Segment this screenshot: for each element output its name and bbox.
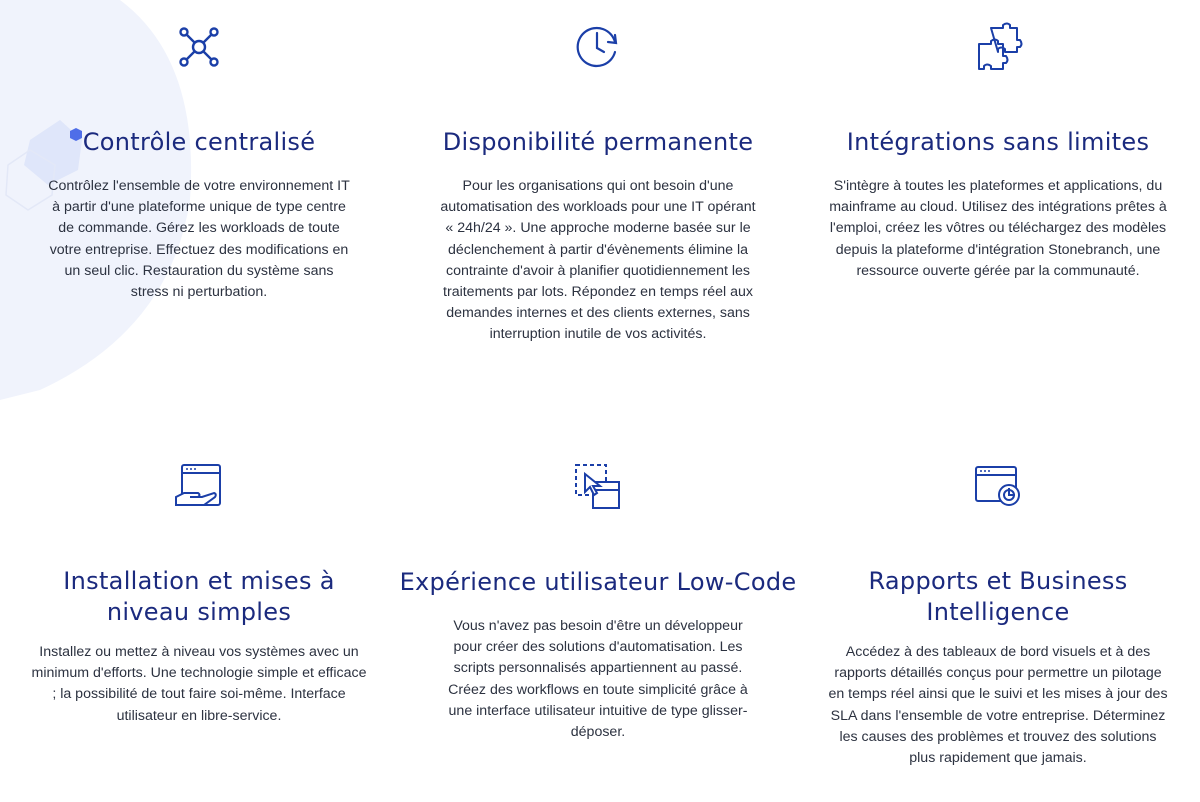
feature-title: Intégrations sans limites <box>846 128 1150 156</box>
feature-reports-bi <box>798 440 1198 802</box>
feature-permanent-availability <box>398 0 798 420</box>
feature-low-code-experience <box>398 440 798 802</box>
feature-centralized-control <box>0 0 398 420</box>
browser-chart-icon <box>972 460 1024 514</box>
feature-description: S'intègre à toutes les plateformes et applications, du mainframe au cloud. Utilisez des intégrations prêtes à l'emploi, créez les vôtres ou téléchargez des modèles depuis la plateforme d'intégration Stonebranch, une ressource ouverte gérée par la communauté. <box>829 178 1167 279</box>
puzzle-icon <box>972 20 1024 74</box>
feature-title: Contrôle centralisé <box>82 128 316 156</box>
feature-description: Accédez à des tableaux de bord visuels et à des rapports détaillés conçus pour permettre un pilotage en temps réel ainsi que le suivi et les mises à jour des SLA dans l'ensemble de votre entreprise. Déterminez les causes des problèmes et trouvez des solutions plus rapidement que jamais. <box>828 644 1168 767</box>
drag-drop-cursor-icon <box>572 460 624 514</box>
feature-description: Contrôlez l'ensemble de votre environnement IT à partir d'une plateforme unique de type centre de commande. Gérez les workloads de toute votre entreprise. Effectuez des modifications en un seul clic. Restauration du système sans stress ni perturbation. <box>48 178 350 301</box>
feature-title: Expérience utilisateur Low-Code <box>399 568 797 596</box>
feature-description: Vous n'avez pas besoin d'être un développeur pour créer des solutions d'automatisation. Les scripts personnalisés appartiennent au passé. Créez des workflows en toute simplicité grâce à une interface utilisateur intuitive de type glisser-déposer. <box>448 618 748 741</box>
feature-unlimited-integrations <box>798 0 1198 420</box>
feature-title: Rapports et Business Intelligence <box>868 567 1128 626</box>
feature-description: Pour les organisations qui ont besoin d'une automatisation des workloads pour une IT opérant « 24h/24 ». Une approche moderne basée sur le déclenchement à partir d'évènements élimine la contrainte d'avoir à planifier quotidiennement les traitements par lots. Répondez en temps réel aux demandes internes et des clients externes, sans interruption inutile de vos activités. <box>440 178 756 343</box>
feature-description: Installez ou mettez à niveau vos systèmes avec un minimum d'efforts. Une technologie simple et efficace ; la possibilité de tout faire soi-même. Interface utilisateur en libre-service. <box>31 644 367 724</box>
browser-hand-icon <box>173 460 225 514</box>
feature-simple-installation <box>0 440 398 802</box>
feature-title: Disponibilité permanente <box>442 128 754 156</box>
network-nodes-icon <box>173 20 225 74</box>
feature-title: Installation et mises à niveau simples <box>63 567 335 626</box>
clock-refresh-icon <box>572 20 624 74</box>
